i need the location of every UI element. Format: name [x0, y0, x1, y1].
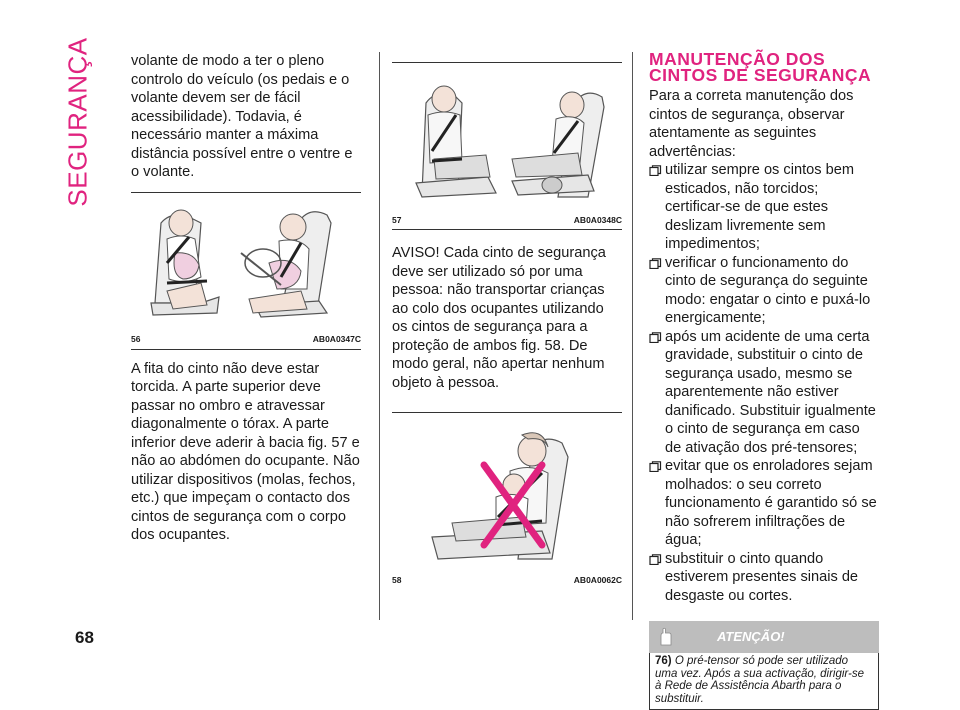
- list-item-text: após um acidente de uma certa gravidade, substituir o cinto de segurança usado, mesmo se aparentemente não estiver danificado. Substituir igualmente o cinto de segurança em caso de ativação dos pré-tensores;: [665, 328, 876, 456]
- seatbelt-illustration-child-on-lap: [392, 413, 622, 563]
- column-divider: [379, 52, 380, 620]
- heading-line-2: CINTOS DE SEGURANÇA: [649, 64, 872, 85]
- figure-code: AB0A0062C: [573, 574, 622, 585]
- attention-header: [649, 621, 879, 653]
- figure-code: AB0A0347C: [312, 334, 361, 344]
- column-divider: [632, 52, 633, 620]
- list-item: [649, 161, 879, 254]
- figure-number: 58: [392, 574, 402, 585]
- list-item: [649, 550, 879, 606]
- seatbelt-illustration-adults: [392, 63, 622, 203]
- figure-rule: [392, 229, 622, 230]
- attention-title: ATENÇÃO!: [717, 628, 785, 644]
- list-item: [649, 328, 879, 458]
- list-item-text: utilizar sempre os cintos bem esticados, não torcidos; certificar-se de que estes deslizam livremente sem impedimentos;: [665, 162, 854, 252]
- figure-57: [392, 63, 622, 230]
- bullet-box-icon: [649, 332, 662, 343]
- intro-paragraph: Para a correta manutenção dos cintos de segurança, observar atentamente as seguintes advertências:: [649, 88, 854, 160]
- attention-number: 76): [655, 655, 672, 667]
- list-item-text: evitar que os enroladores sejam molhados: o seu correto funcionamento é garantido só se não sofrerem infiltrações de água;: [665, 458, 877, 548]
- figure-code: AB0A0348C: [573, 214, 622, 225]
- bullet-box-icon: [649, 258, 662, 269]
- list-item: [649, 254, 879, 328]
- warning-paragraph: AVISO! Cada cinto de segurança deve ser utilizado só por uma pessoa: não transportar crianças ao colo dos ocupantes utilizando os cintos de segurança para a proteção de ambos fig. 58. De modo geral, não apertar nenhum objeto à pessoa.: [392, 245, 606, 391]
- figure-56: [131, 193, 361, 350]
- figure-caption: [392, 571, 622, 590]
- column-1: [131, 52, 361, 545]
- bullet-box-icon: [649, 165, 662, 176]
- figure-58: [392, 413, 622, 589]
- bullet-box-icon: [649, 461, 662, 472]
- page-number: 68: [75, 628, 94, 647]
- list-item: [649, 457, 879, 550]
- seatbelt-illustration-pregnant: [131, 193, 361, 323]
- figure-caption: [131, 330, 361, 349]
- heading-line-1: MANUTENÇÃO DOS: [649, 49, 826, 69]
- warning-hand-icon: [655, 627, 677, 647]
- body-paragraph: A fita do cinto não deve estar torcida. A parte superior deve passar no ombro e atravessar diagonalmente o tórax. A parte inferior deve aderir à bacia fig. 57 e não ao abdómen do ocupante. Não utilizar dispositivos (molas, fechos, etc.) que impeçam o contacto dos cintos de segurança com o corpo dos ocupantes.: [131, 360, 360, 543]
- column-3: [649, 49, 879, 710]
- section-title-text: SEGURANÇA: [62, 37, 93, 207]
- column-2: [392, 52, 622, 589]
- bullet-box-icon: [649, 554, 662, 565]
- attention-box: [649, 653, 879, 710]
- figure-rule: [131, 349, 361, 350]
- attention-text: O pré-tensor só pode ser utilizado uma vez. Após a sua activação, dirigir-se à Rede de Assistência Abarth para o substituir.: [655, 655, 865, 705]
- section-title: [58, 37, 98, 207]
- list-item-text: substituir o cinto quando estiverem presentes sinais de desgaste ou cortes.: [665, 550, 859, 604]
- figure-number: 57: [392, 214, 402, 225]
- figure-caption: [392, 211, 622, 230]
- list-item-text: verificar o funcionamento do cinto de segurança do seguinte modo: engatar o cinto e puxá-lo energicamente;: [665, 254, 871, 326]
- figure-number: 56: [131, 334, 141, 344]
- section-heading: [649, 49, 879, 85]
- intro-paragraph: volante de modo a ter o pleno controlo do veículo (os pedais e o volante devem ser de fácil acessibilidade). Todavia, é necessário manter a máxima distância possível entre o ventre e o volante.: [131, 53, 353, 180]
